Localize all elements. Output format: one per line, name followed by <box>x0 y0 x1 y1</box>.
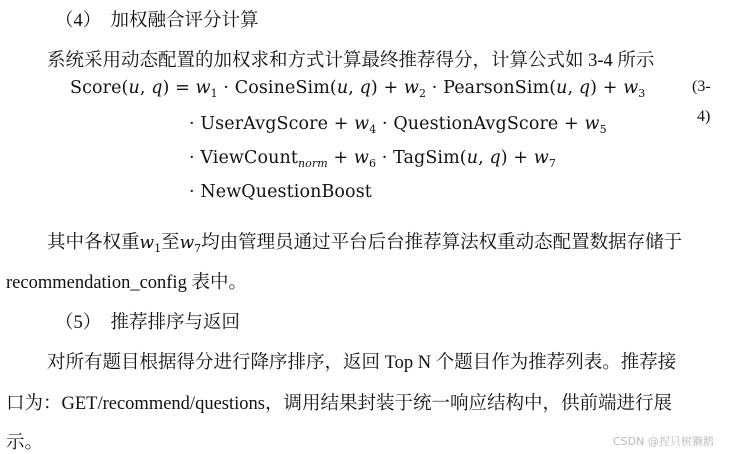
equation-number-bottom: 4) <box>697 108 711 125</box>
formula-line-4: · NewQuestionBoost <box>189 182 372 202</box>
csdn-watermark: CSDN @捏只树獭鹅 <box>613 435 714 448</box>
formula-line-3: · ViewCount$_{norm}$ + $w_6$ · TagSim(u, $q) + w_7$ <box>189 148 556 170</box>
section-4-intro: 系统采用动态配置的加权求和方式计算最终推荐得分，计算公式如 3-4 所示 <box>47 51 655 71</box>
equation-number-top: (3- <box>692 78 711 95</box>
section-5-heading: （5） 推荐排序与返回 <box>55 313 241 333</box>
sort-paragraph-line-3: 示。 <box>6 433 44 453</box>
section-4-heading: （4） 加权融合评分计算 <box>55 11 259 31</box>
formula-line-1: Score(u, $q) = w_1$ · CosineSim(u, $q) + w_2$ · PearsonSim(u, $q) + w_3$ <box>70 78 646 100</box>
config-table-line: recommendation_config 表中。 <box>6 273 247 293</box>
sort-paragraph-line-1: 对所有题目根据得分进行降序排序，返回 Top N 个题目作为推荐列表。推荐接 <box>47 353 677 373</box>
weights-paragraph: 其中各权重$w_1$至$w_7$均由管理员通过平台后台推荐算法权重动态配置数据存储于 <box>47 233 683 255</box>
sort-paragraph-line-2: 口为：GET/recommend/questions，调用结果封装于统一响应结构中，供前端进行展 <box>6 394 672 414</box>
formula-line-2: · UserAvgScore + $w_4$ · QuestionAvgScore + $w_5$ <box>189 114 607 136</box>
